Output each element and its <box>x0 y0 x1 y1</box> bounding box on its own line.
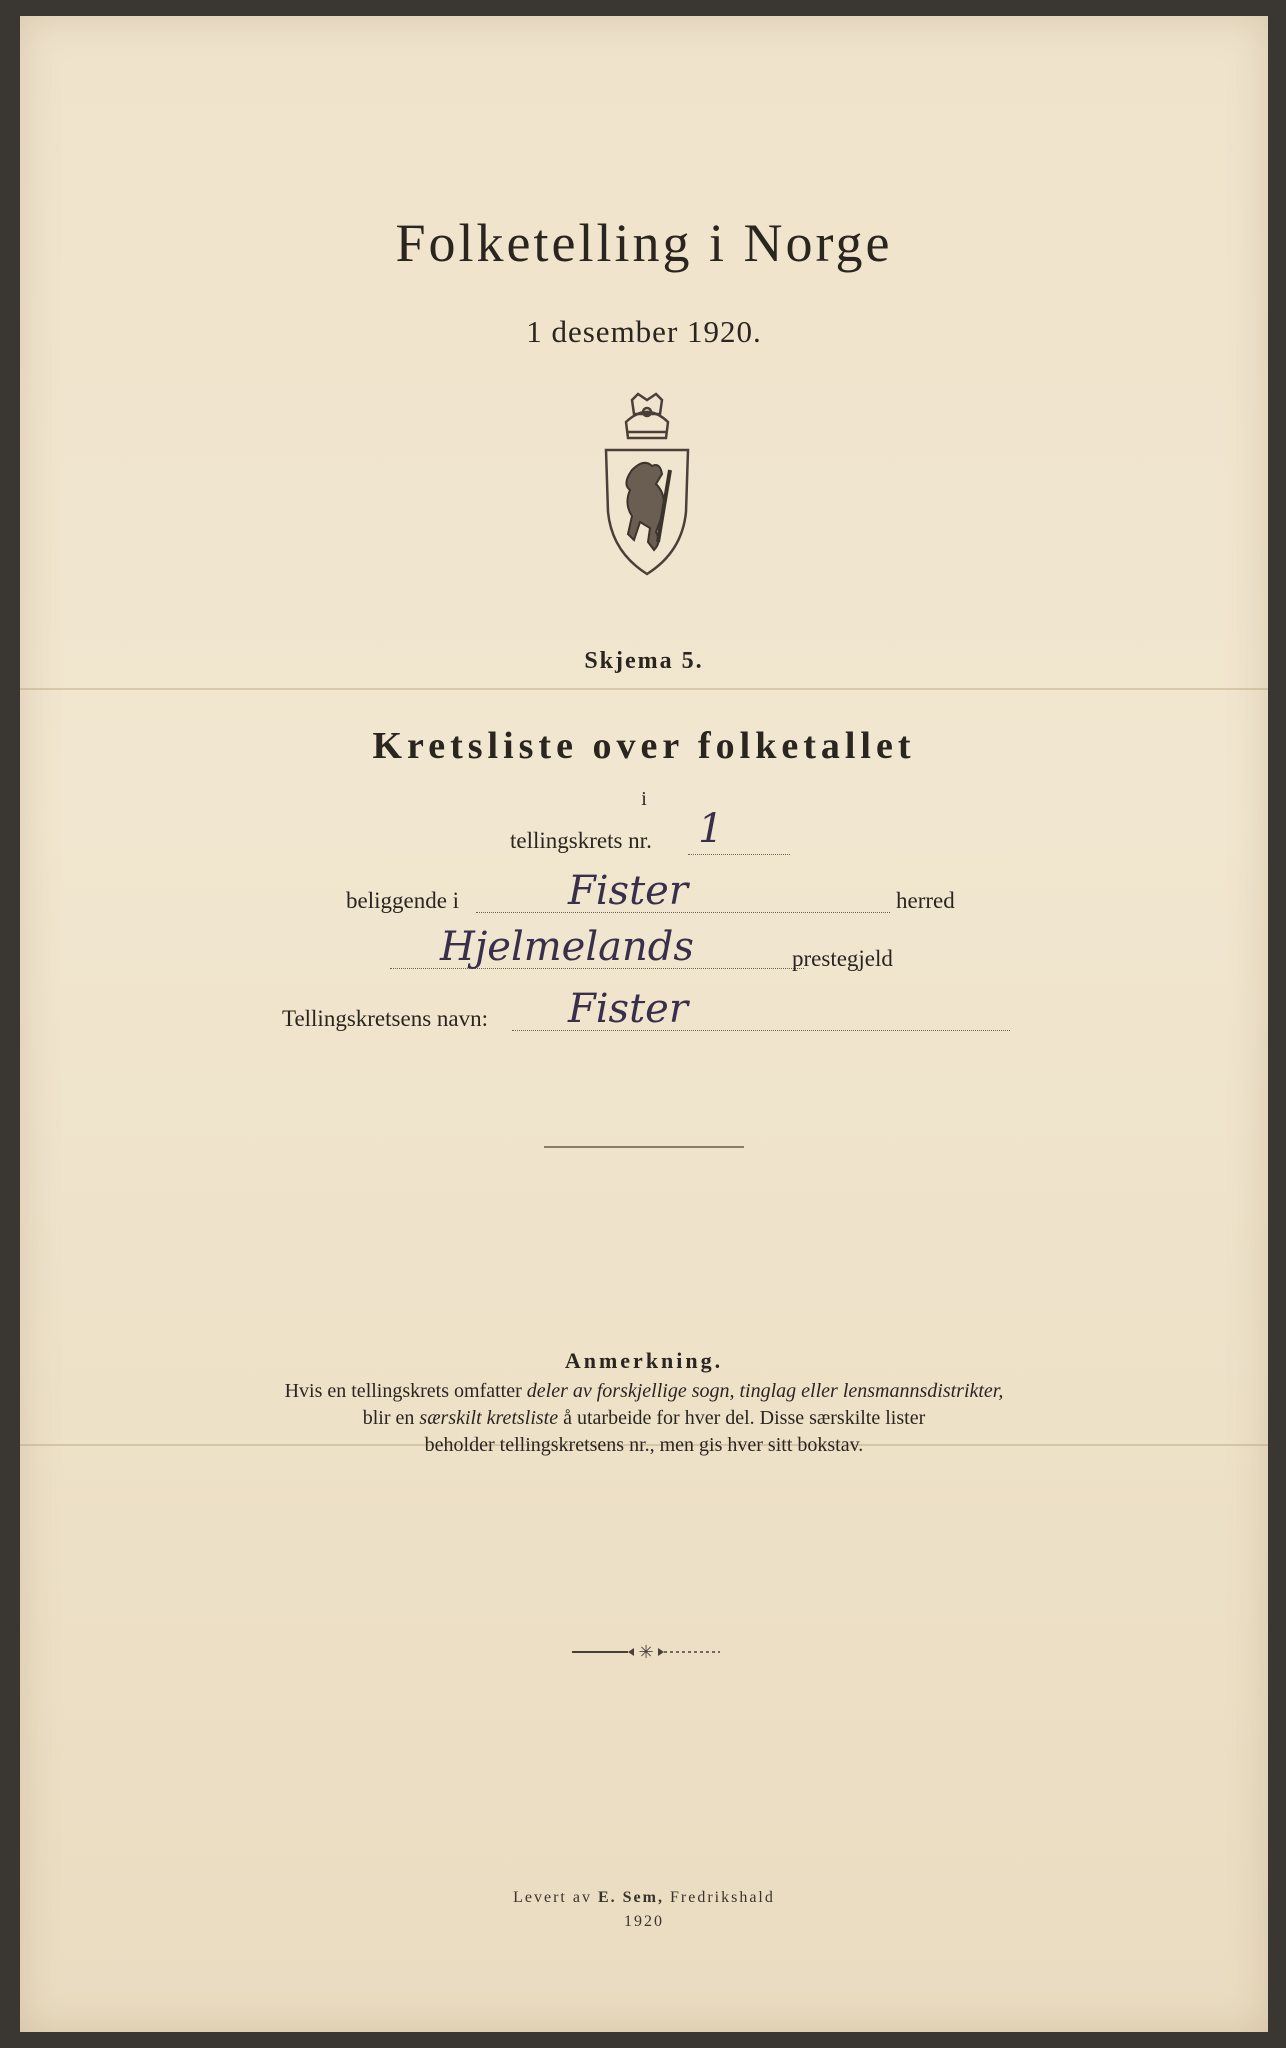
note-line-3: beholder tellingskretsens nr., men gis hver sitt bokstav. <box>424 1434 864 1456</box>
connector-i: i <box>641 788 647 810</box>
printer-credit <box>20 1886 1268 1934</box>
svg-text:✳: ✳ <box>638 1642 654 1662</box>
schema-label: Skjema 5. <box>584 648 704 674</box>
note-text <box>20 1378 1268 1459</box>
printer-name: E. Sem, <box>597 1889 664 1906</box>
note-title: Anmerkning. <box>564 1348 724 1373</box>
paper-fold <box>20 688 1268 690</box>
divider-rule <box>544 1146 744 1148</box>
note-line-1 <box>20 1378 1268 1405</box>
page-title: Folketelling i Norge <box>395 213 893 273</box>
beliggende-label: beliggende i <box>346 888 460 913</box>
prestegjeld-label: prestegjeld <box>792 946 893 971</box>
note-line-1-emphasis: deler av forskjellige sogn, tinglag eller lensmannsdistrikter, <box>526 1380 1004 1402</box>
printer-prefix: Levert av <box>513 1889 598 1906</box>
census-form-page <box>20 16 1268 2032</box>
note-line-1-text: Hvis en tellingskrets omfatter <box>284 1380 527 1402</box>
prestegjeld-value: Hjelmelands <box>440 924 694 970</box>
note-line-2 <box>20 1405 1268 1432</box>
norwegian-coat-of-arms-icon <box>592 392 702 582</box>
navn-label: Tellingskretsens navn: <box>282 1006 488 1031</box>
printer-year: 1920 <box>624 1913 664 1930</box>
printer-line <box>20 1886 1268 1910</box>
note-line-2-rest: å utarbeide for hver del. Disse særskilte lister <box>558 1407 926 1429</box>
kretsnavn-value: Fister <box>568 986 688 1032</box>
krets-line <box>688 854 790 855</box>
herred-value: Fister <box>568 868 688 914</box>
note-line-2-text: blir en <box>362 1407 420 1429</box>
note-line-2-emphasis: særskilt kretsliste <box>419 1407 559 1429</box>
census-date: 1 desember 1920. <box>526 314 762 349</box>
herred-label: herred <box>896 888 955 913</box>
krets-number-value: 1 <box>698 806 724 852</box>
form-heading: Kretsliste over folketallet <box>372 725 916 767</box>
printer-place: Fredrikshald <box>663 1889 775 1906</box>
krets-label: tellingskrets nr. <box>510 828 652 853</box>
ornament-divider-icon <box>568 1642 724 1662</box>
